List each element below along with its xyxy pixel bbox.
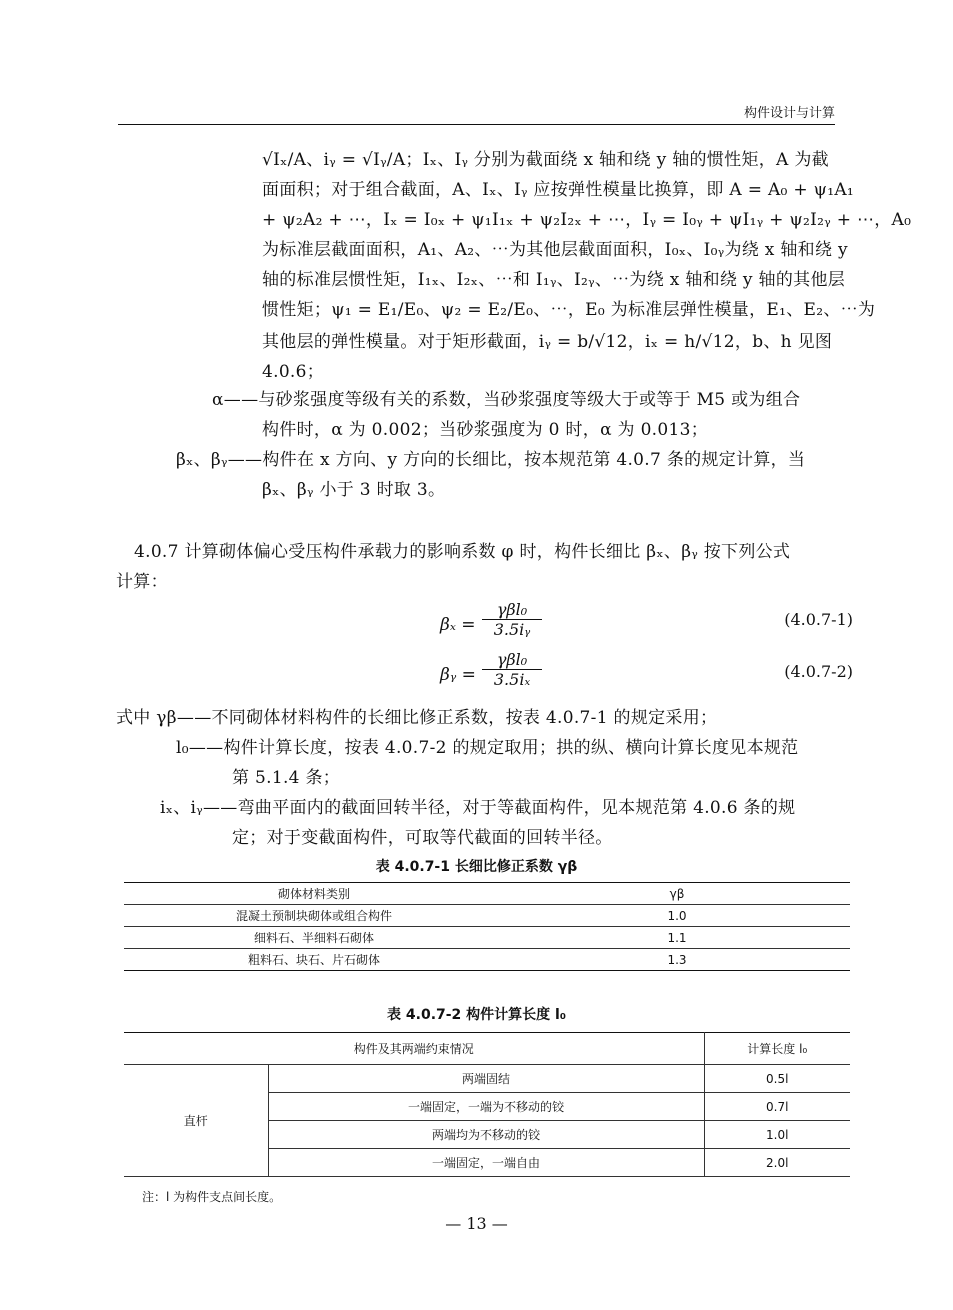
table-cell: 两端固结 bbox=[268, 1065, 704, 1093]
body-line: 第 5.1.4 条； bbox=[232, 768, 341, 788]
body-line: βₓ、βᵧ 小于 3 时取 3。 bbox=[262, 480, 446, 500]
body-line: 轴的标准层惯性矩，I₁ₓ、I₂ₓ、⋯和 I₁ᵧ、I₂ᵧ、⋯为绕 x 轴和绕 y 轴的其他层 bbox=[262, 270, 846, 290]
i-definition: iₓ、iᵧ——弯曲平面内的截面回转半径，对于等截面构件，见本规范第 4.0.6 条的规 bbox=[160, 798, 796, 818]
running-header: 构件设计与计算 bbox=[743, 106, 835, 121]
equation-lhs: βᵧ = bbox=[440, 665, 476, 685]
table-row bbox=[124, 905, 850, 927]
alpha-definition: α——与砂浆强度等级有关的系数，当砂浆强度等级大于或等于 M5 或为组合 bbox=[212, 390, 801, 410]
body-line: 计算： bbox=[116, 572, 168, 592]
table-cell: 2.0l bbox=[704, 1149, 850, 1177]
table-cell: 两端均为不移动的铰 bbox=[268, 1121, 704, 1149]
body-line: + ψ₂A₂ + ⋯，Iₓ = I₀ₓ + ψ₁I₁ₓ + ψ₂I₂ₓ + ⋯，Iᵧ = I₀ᵧ + ψI₁ᵧ + ψ₂I₂ᵧ + ⋯，A₀ bbox=[262, 210, 912, 230]
table2-caption: 表 4.0.7-2 构件计算长度 l₀ bbox=[387, 1007, 566, 1023]
table-cell: 1.0l bbox=[704, 1121, 850, 1149]
equation-lhs: βₓ = bbox=[440, 615, 476, 635]
table-header-cell: 砌体材料类别 bbox=[277, 887, 350, 901]
body-line: √Iₓ/A、iᵧ = √Iᵧ/A；Iₓ、Iᵧ 分别为截面绕 x 轴和绕 y 轴的惯性矩，A 为截 bbox=[262, 150, 829, 170]
table-cell: 1.0 bbox=[504, 905, 850, 927]
table-cell: 一端固定，一端自由 bbox=[268, 1149, 704, 1177]
equation-numerator: γβl₀ bbox=[482, 650, 542, 670]
table2-note: 注：l 为构件支点间长度。 bbox=[142, 1190, 282, 1204]
table-header-cell: 构件及其两端约束情况 bbox=[124, 1033, 704, 1065]
body-line: 定；对于变截面构件，可取等代截面的回转半径。 bbox=[232, 828, 613, 848]
table1-caption: 表 4.0.7-1 长细比修正系数 γβ bbox=[375, 859, 578, 875]
clause-4-0-7: 4.0.7 计算砌体偏心受压构件承载力的影响系数 φ 时，构件长细比 βₓ、βᵧ 按下列公式 bbox=[134, 542, 791, 562]
equation-numerator: γβl₀ bbox=[482, 600, 542, 620]
table-cell: 细料石、半细料石砌体 bbox=[124, 927, 504, 949]
body-line: 构件时，α 为 0.002；当砂浆强度为 0 时，α 为 0.013； bbox=[262, 420, 709, 440]
table-header-cell: γβ bbox=[669, 886, 685, 901]
equation-number: (4.0.7-2) bbox=[784, 662, 853, 681]
body-line: 4.0.6； bbox=[262, 362, 325, 382]
gamma-definition: 式中 γβ——不同砌体材料构件的长细比修正系数，按表 4.0.7-1 的规定采用； bbox=[116, 708, 718, 728]
table-cell: 一端固定，一端为不移动的铰 bbox=[268, 1093, 704, 1121]
page-number: — 13 — bbox=[445, 1214, 508, 1233]
table-cell: 1.3 bbox=[504, 949, 850, 971]
table-row bbox=[124, 927, 850, 949]
table-cell: 粗料石、块石、片石砌体 bbox=[124, 949, 504, 971]
body-line: 面面积；对于组合截面，A、Iₓ、Iᵧ 应按弹性模量比换算，即 A = A₀ + ψ₁A₁ bbox=[262, 180, 855, 200]
body-line: 惯性矩；ψ₁ = E₁/E₀、ψ₂ = E₂/E₀、⋯，E₀ 为标准层弹性模量，E₁、E₂、⋯为 bbox=[262, 300, 876, 320]
l0-definition: l₀——构件计算长度，按表 4.0.7-2 的规定取用；拱的纵、横向计算长度见本规范 bbox=[176, 738, 799, 758]
table1 bbox=[124, 882, 850, 971]
table-cell: 混凝土预制块砌体或组合构件 bbox=[124, 905, 504, 927]
table-cell: 1.1 bbox=[504, 927, 850, 949]
table-cell: 0.5l bbox=[704, 1065, 850, 1093]
table-cell: 0.7l bbox=[704, 1093, 850, 1121]
table-header-row bbox=[124, 883, 850, 905]
table2 bbox=[124, 1032, 850, 1177]
equation-number: (4.0.7-1) bbox=[784, 610, 853, 629]
beta-definition: βₓ、βᵧ——构件在 x 方向、y 方向的长细比，按本规范第 4.0.7 条的规定计算，当 bbox=[176, 450, 806, 470]
body-line: 其他层的弹性模量。对于矩形截面，iᵧ = b/√12，iₓ = h/√12，b、h 见图 bbox=[262, 332, 833, 352]
table-header-cell: 计算长度 l₀ bbox=[704, 1033, 850, 1065]
body-line: 为标准层截面面积，A₁、A₂、⋯为其他层截面面积，I₀ₓ、I₀ᵧ为绕 x 轴和绕 y bbox=[262, 240, 848, 260]
header-rule bbox=[118, 124, 835, 125]
equation-denominator: 3.5iₓ bbox=[493, 670, 531, 689]
table-row bbox=[124, 949, 850, 971]
equation-fraction bbox=[482, 600, 542, 639]
table-group-cell: 直杆 bbox=[124, 1065, 268, 1177]
equation-denominator: 3.5iᵧ bbox=[493, 620, 531, 639]
table-row bbox=[124, 1065, 850, 1093]
table-header-row bbox=[124, 1033, 850, 1065]
equation-fraction bbox=[482, 650, 542, 689]
